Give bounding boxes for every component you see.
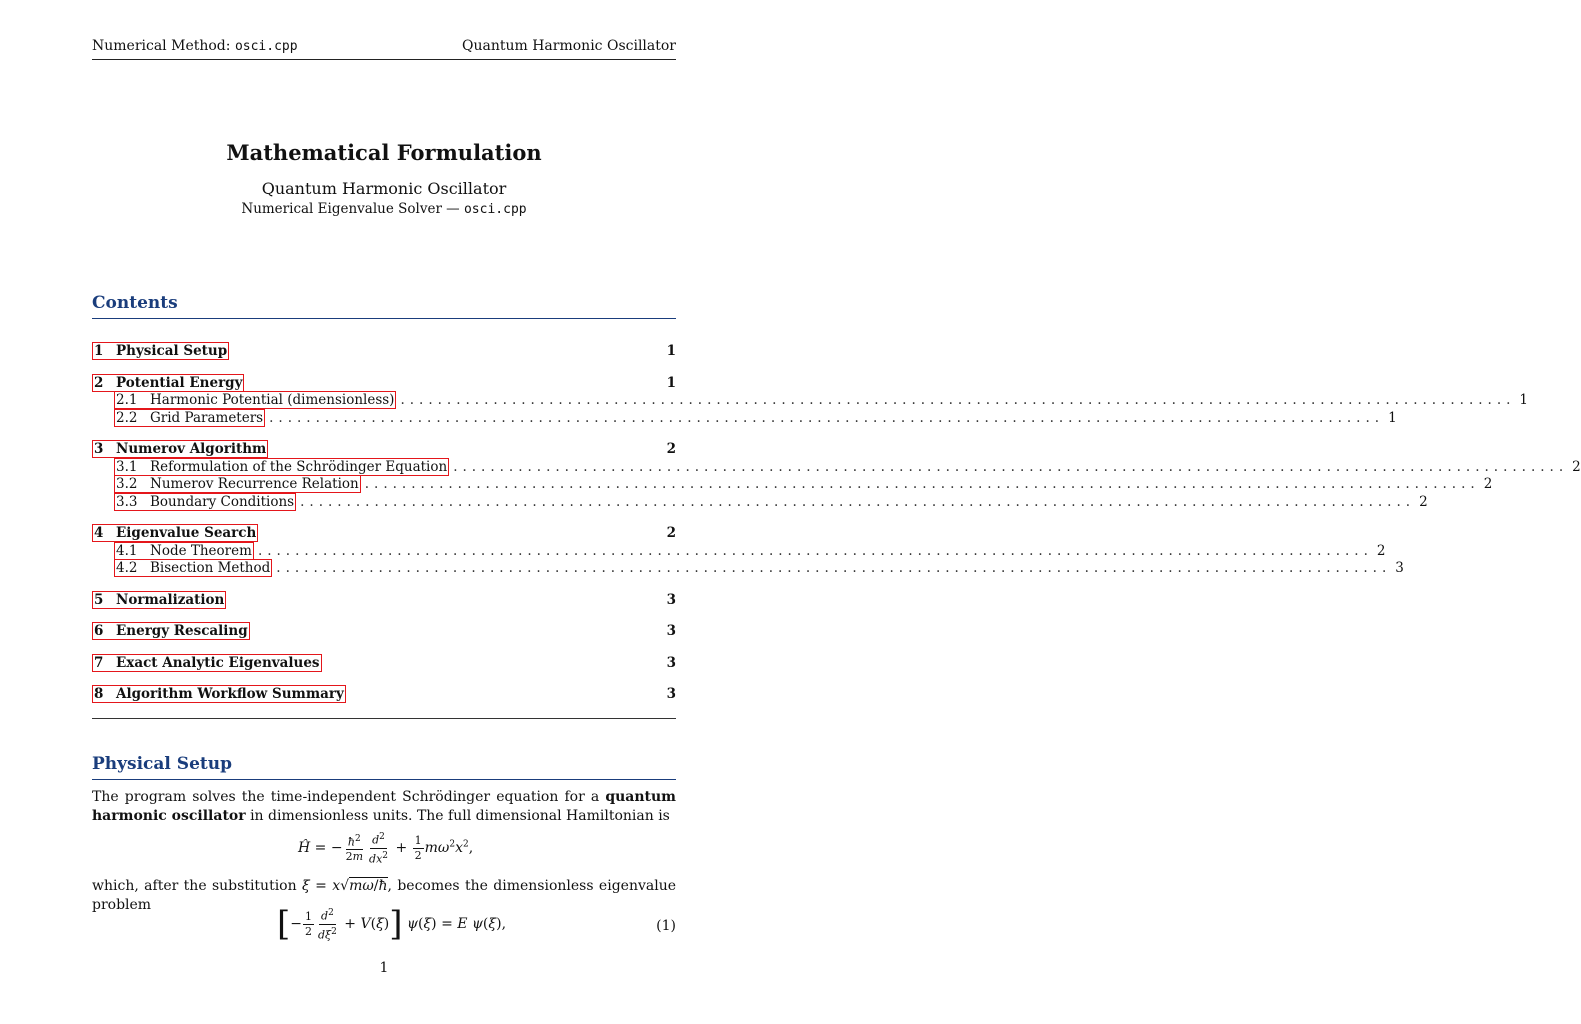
toc-link[interactable] — [114, 409, 265, 427]
toc-leader-dots: ........................................................................................................................ — [300, 493, 1416, 510]
toc-title: Reformulation of the Schrödinger Equation — [150, 458, 448, 475]
toc-subsection-3.3 — [92, 493, 1428, 511]
toc-page-number: 3 — [666, 591, 676, 608]
toc-number: 3.1 — [116, 458, 138, 475]
toc-link[interactable] — [92, 440, 268, 458]
toc-title: Potential Energy — [116, 374, 243, 391]
toc-number: 2.1 — [116, 392, 138, 408]
toc-number: 4 — [94, 525, 104, 541]
toc-section-8 — [92, 685, 676, 703]
toc-subsection-4.2 — [92, 559, 1404, 577]
toc-title: Eigenvalue Search — [116, 525, 257, 541]
toc-page-number: 1 — [1388, 409, 1397, 426]
toc-number: 3.2 — [116, 476, 138, 492]
hamiltonian-equation: Ĥ = − $\frac{ħ^2}{2m}$ $\frac{d^2}{dx^2}$ + $\frac{1}{2}$ $m\omega^2x^2$, — [298, 832, 474, 866]
toc-number: 4.2 — [116, 560, 138, 576]
toc-link[interactable] — [114, 542, 254, 560]
toc-number: 8 — [94, 686, 104, 702]
toc-page-number: 2 — [666, 441, 676, 457]
toc-subsection-3.2 — [92, 475, 1493, 493]
toc-leader-dots: ........................................................................................................................ — [269, 409, 1385, 426]
toc-link[interactable] — [92, 374, 244, 392]
eigenvalue-equation: [− $\frac{1}{2}$ $\frac{d^2}{d\xi^2}$ + V(ξ)] ψ(ξ) = E ψ(ξ), — [277, 904, 507, 945]
toc-title: Exact Analytic Eigenvalues — [116, 654, 320, 671]
toc-page-number: 2 — [666, 525, 676, 541]
running-header-right: Quantum Harmonic Oscillator — [462, 38, 676, 54]
toc-number: 7 — [94, 654, 104, 671]
page-number: 1 — [379, 960, 389, 976]
toc-page-number: 3 — [666, 686, 676, 702]
toc-number: 1 — [94, 343, 104, 359]
toc-title: Physical Setup — [116, 343, 228, 359]
toc-page-number: 3 — [666, 623, 676, 639]
toc-page-number: 1 — [666, 343, 676, 359]
toc-link[interactable] — [92, 685, 346, 703]
toc-title: Boundary Conditions — [150, 493, 295, 510]
toc-page-number: 2 — [1572, 458, 1581, 475]
toc-page-number: 3 — [666, 654, 676, 671]
toc-bottom-rule — [92, 718, 676, 719]
toc-page-number: 2 — [1483, 476, 1493, 492]
toc-leader-dots: ........................................................................................................................ — [276, 560, 1392, 576]
toc-subsection-2.1 — [92, 391, 1528, 409]
toc-section-3 — [92, 440, 676, 458]
toc-leader-dots: ........................................................................................................................ — [400, 392, 1516, 408]
toc-title: Numerov Algorithm — [116, 441, 267, 457]
toc-leader-dots: ........................................................................................................................ — [257, 542, 1373, 559]
header-rule — [92, 59, 676, 60]
toc-number: 2.2 — [116, 409, 138, 426]
running-header — [92, 38, 676, 54]
toc-link[interactable] — [114, 391, 396, 409]
section-heading-physical-setup: Physical Setup — [92, 754, 676, 780]
toc-link[interactable] — [92, 524, 258, 542]
toc-title: Energy Rescaling — [116, 623, 248, 639]
toc-title: Node Theorem — [150, 542, 252, 559]
toc-link[interactable] — [114, 475, 361, 493]
toc-subsection-4.1 — [92, 542, 1386, 560]
toc-number: 2 — [94, 374, 104, 391]
toc-section-7 — [92, 654, 676, 672]
contents-heading: Contents — [92, 293, 676, 319]
toc-page-number: 1 — [1519, 392, 1528, 408]
toc-link[interactable] — [92, 622, 250, 640]
toc-number: 3 — [94, 441, 104, 457]
paragraph-intro: The program solves the time-independent Schrödinger equation for a quantum harmonic oscillator in dimensionless units. The full dimensional Hamiltonian is — [92, 789, 676, 824]
title-block — [92, 140, 676, 217]
toc-number: 3.3 — [116, 493, 138, 510]
toc-section-6 — [92, 622, 676, 640]
paragraph-substitution: which, after the substitution ξ = x√mω/ħ, becomes the dimensionless eigenvalue problem — [92, 878, 676, 913]
toc-title: Harmonic Potential (dimensionless) — [150, 392, 395, 408]
toc-section-5 — [92, 591, 676, 609]
toc-title: Algorithm Workflow Summary — [116, 686, 344, 702]
toc-page-number: 2 — [1376, 542, 1386, 559]
toc-number: 4.1 — [116, 542, 138, 559]
document-title: Mathematical Formulation — [226, 140, 542, 165]
equation-number: (1) — [656, 918, 676, 934]
toc-link[interactable] — [92, 654, 322, 672]
toc-leader-dots: ........................................................................................................................ — [453, 458, 1569, 475]
toc-page-number: 3 — [1395, 560, 1404, 576]
toc-link[interactable] — [92, 342, 229, 360]
toc-subsection-2.2 — [92, 409, 1397, 427]
toc-section-2 — [92, 374, 676, 392]
toc-leader-dots: ........................................................................................................................ — [364, 476, 1480, 492]
toc-title: Grid Parameters — [150, 409, 264, 426]
toc-link[interactable] — [114, 559, 272, 577]
running-header-left: Numerical Method: osci.cpp — [92, 38, 298, 54]
toc-subsection-3.1 — [92, 458, 1581, 476]
toc-link[interactable] — [114, 458, 449, 476]
toc-page-number: 2 — [1419, 493, 1428, 510]
document-subtitle: Quantum Harmonic Oscillator — [261, 179, 507, 198]
toc-title: Bisection Method — [150, 560, 271, 576]
toc-section-4 — [92, 524, 676, 542]
toc-number: 5 — [94, 591, 104, 608]
toc-section-1 — [92, 342, 676, 360]
toc-number: 6 — [94, 623, 104, 639]
toc-title: Numerov Recurrence Relation — [150, 476, 359, 492]
document-subsubtitle: Numerical Eigenvalue Solver — osci.cpp — [241, 201, 527, 217]
toc-title: Normalization — [116, 591, 225, 608]
toc-page-number: 1 — [666, 374, 676, 391]
toc-link[interactable] — [92, 591, 226, 609]
toc-link[interactable] — [114, 493, 296, 511]
